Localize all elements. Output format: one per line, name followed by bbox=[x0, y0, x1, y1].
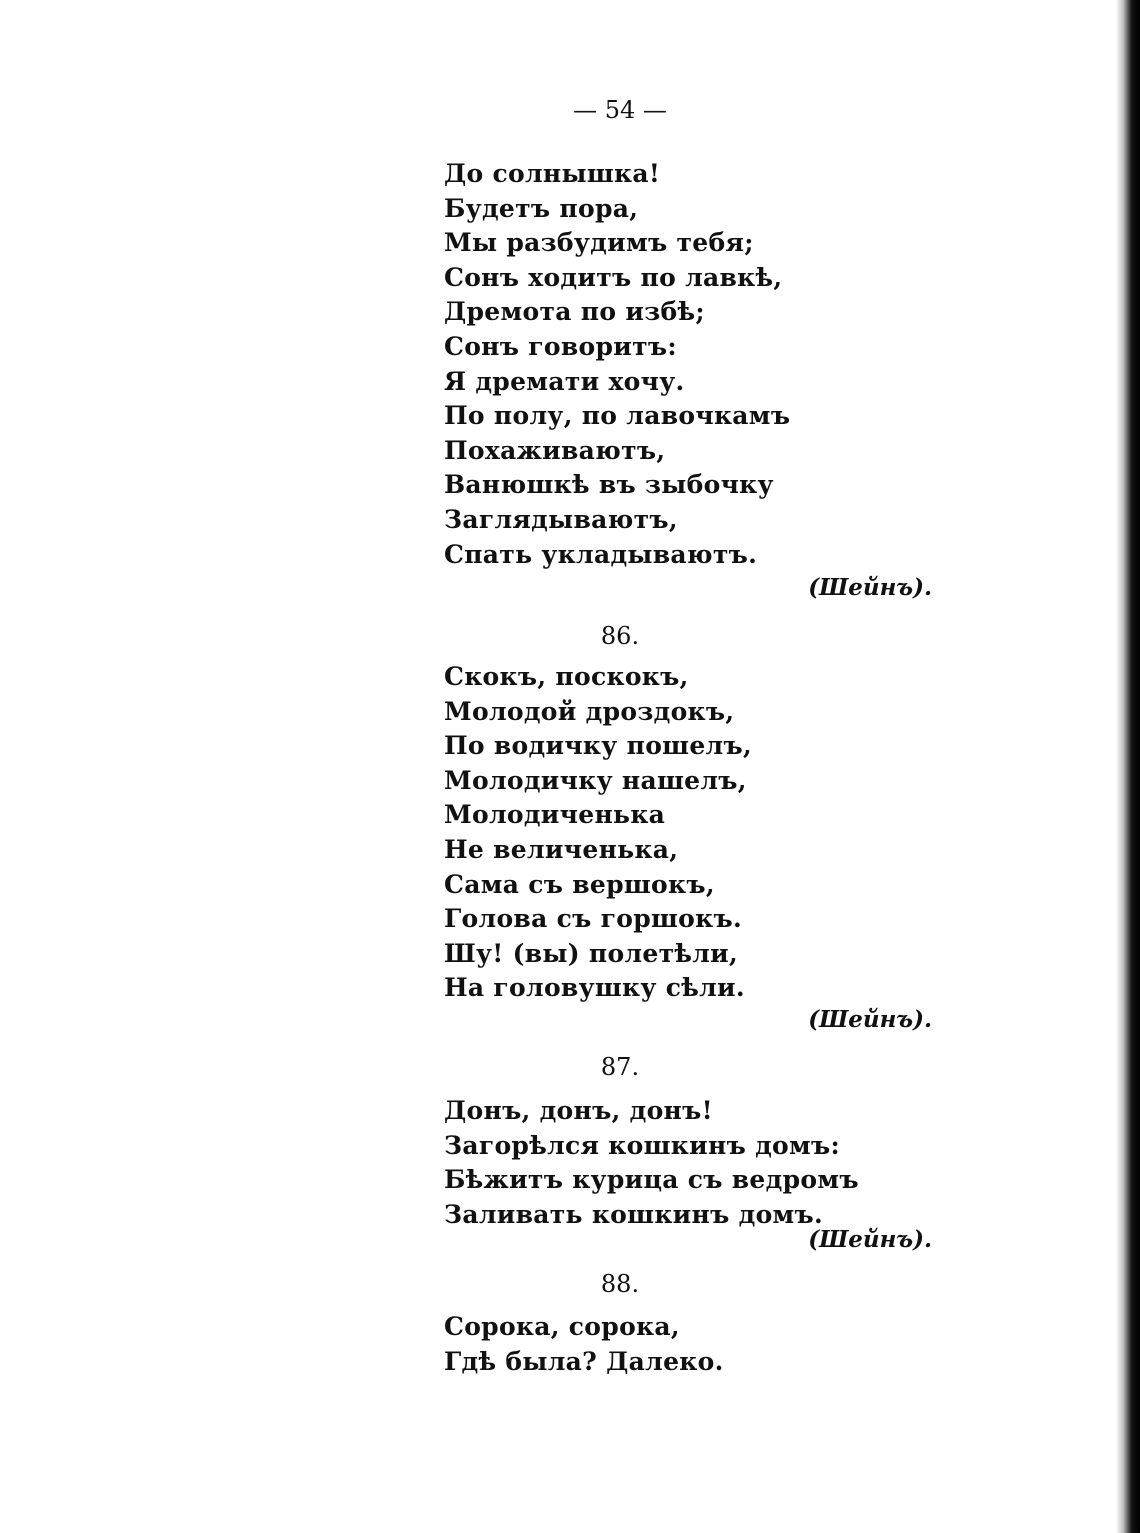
verse-line: По водичку пошелъ, bbox=[444, 731, 752, 761]
verse-line: Я дремати хочу. bbox=[444, 366, 685, 396]
source-attribution: (Шейнъ). bbox=[808, 1226, 932, 1253]
verse-line: Будетъ пора, bbox=[444, 193, 639, 223]
source-attribution: (Шейнъ). bbox=[808, 1006, 932, 1033]
verse-line: Молодиченька bbox=[444, 800, 666, 830]
verse-line: Бѣжитъ курица съ ведромъ bbox=[444, 1165, 859, 1195]
verse-line: Мы разбудимъ тебя; bbox=[444, 228, 754, 258]
verse-line: Спать укладываютъ. bbox=[444, 539, 758, 569]
page-edge-shadow bbox=[1116, 0, 1140, 1533]
verse-line: Сама съ вершокъ, bbox=[444, 869, 715, 899]
poem-number: 87. bbox=[600, 1053, 640, 1081]
verse-line: Сорока, сорока, bbox=[444, 1312, 680, 1341]
poem-continuation bbox=[444, 157, 790, 572]
verse-line: Ванюшкѣ въ зыбочку bbox=[444, 470, 774, 500]
verse-line: Шу! (вы) полетѣли, bbox=[444, 938, 739, 968]
verse-line: Похаживаютъ, bbox=[444, 435, 666, 465]
verse-line: До солнышка! bbox=[444, 159, 661, 188]
page-number: — 54 — bbox=[573, 96, 667, 124]
verse-line: Дремота по избѣ; bbox=[444, 297, 705, 327]
verse-line: Молодой дроздокъ, bbox=[444, 696, 735, 726]
verse-line: Голова съ горшокъ. bbox=[444, 904, 742, 934]
poem-86 bbox=[444, 660, 752, 1006]
poem-number: 86. bbox=[600, 622, 640, 650]
verse-line: Загорѣлся кошкинъ домъ: bbox=[444, 1130, 841, 1160]
verse-line: Молодичку нашелъ, bbox=[444, 765, 747, 795]
poem-87 bbox=[444, 1094, 859, 1232]
verse-line: По полу, по лавочкамъ bbox=[444, 401, 791, 431]
verse-line: Гдѣ была? Далеко. bbox=[444, 1346, 724, 1376]
poem-88 bbox=[444, 1310, 724, 1379]
verse-line: Заливать кошкинъ домъ. bbox=[444, 1199, 824, 1229]
poem-number: 88. bbox=[600, 1270, 640, 1298]
verse-line: Скокъ, поскокъ, bbox=[444, 662, 689, 691]
verse-line: Не величенька, bbox=[444, 834, 679, 864]
verse-line: Донъ, донъ, донъ! bbox=[444, 1096, 713, 1125]
verse-line: Сонъ ходитъ по лавкѣ, bbox=[444, 262, 783, 292]
verse-line: Сонъ говоритъ: bbox=[444, 331, 677, 361]
verse-line: Заглядываютъ, bbox=[444, 504, 678, 534]
source-attribution: (Шейнъ). bbox=[808, 574, 932, 601]
verse-line: На головушку сѣли. bbox=[444, 973, 745, 1003]
